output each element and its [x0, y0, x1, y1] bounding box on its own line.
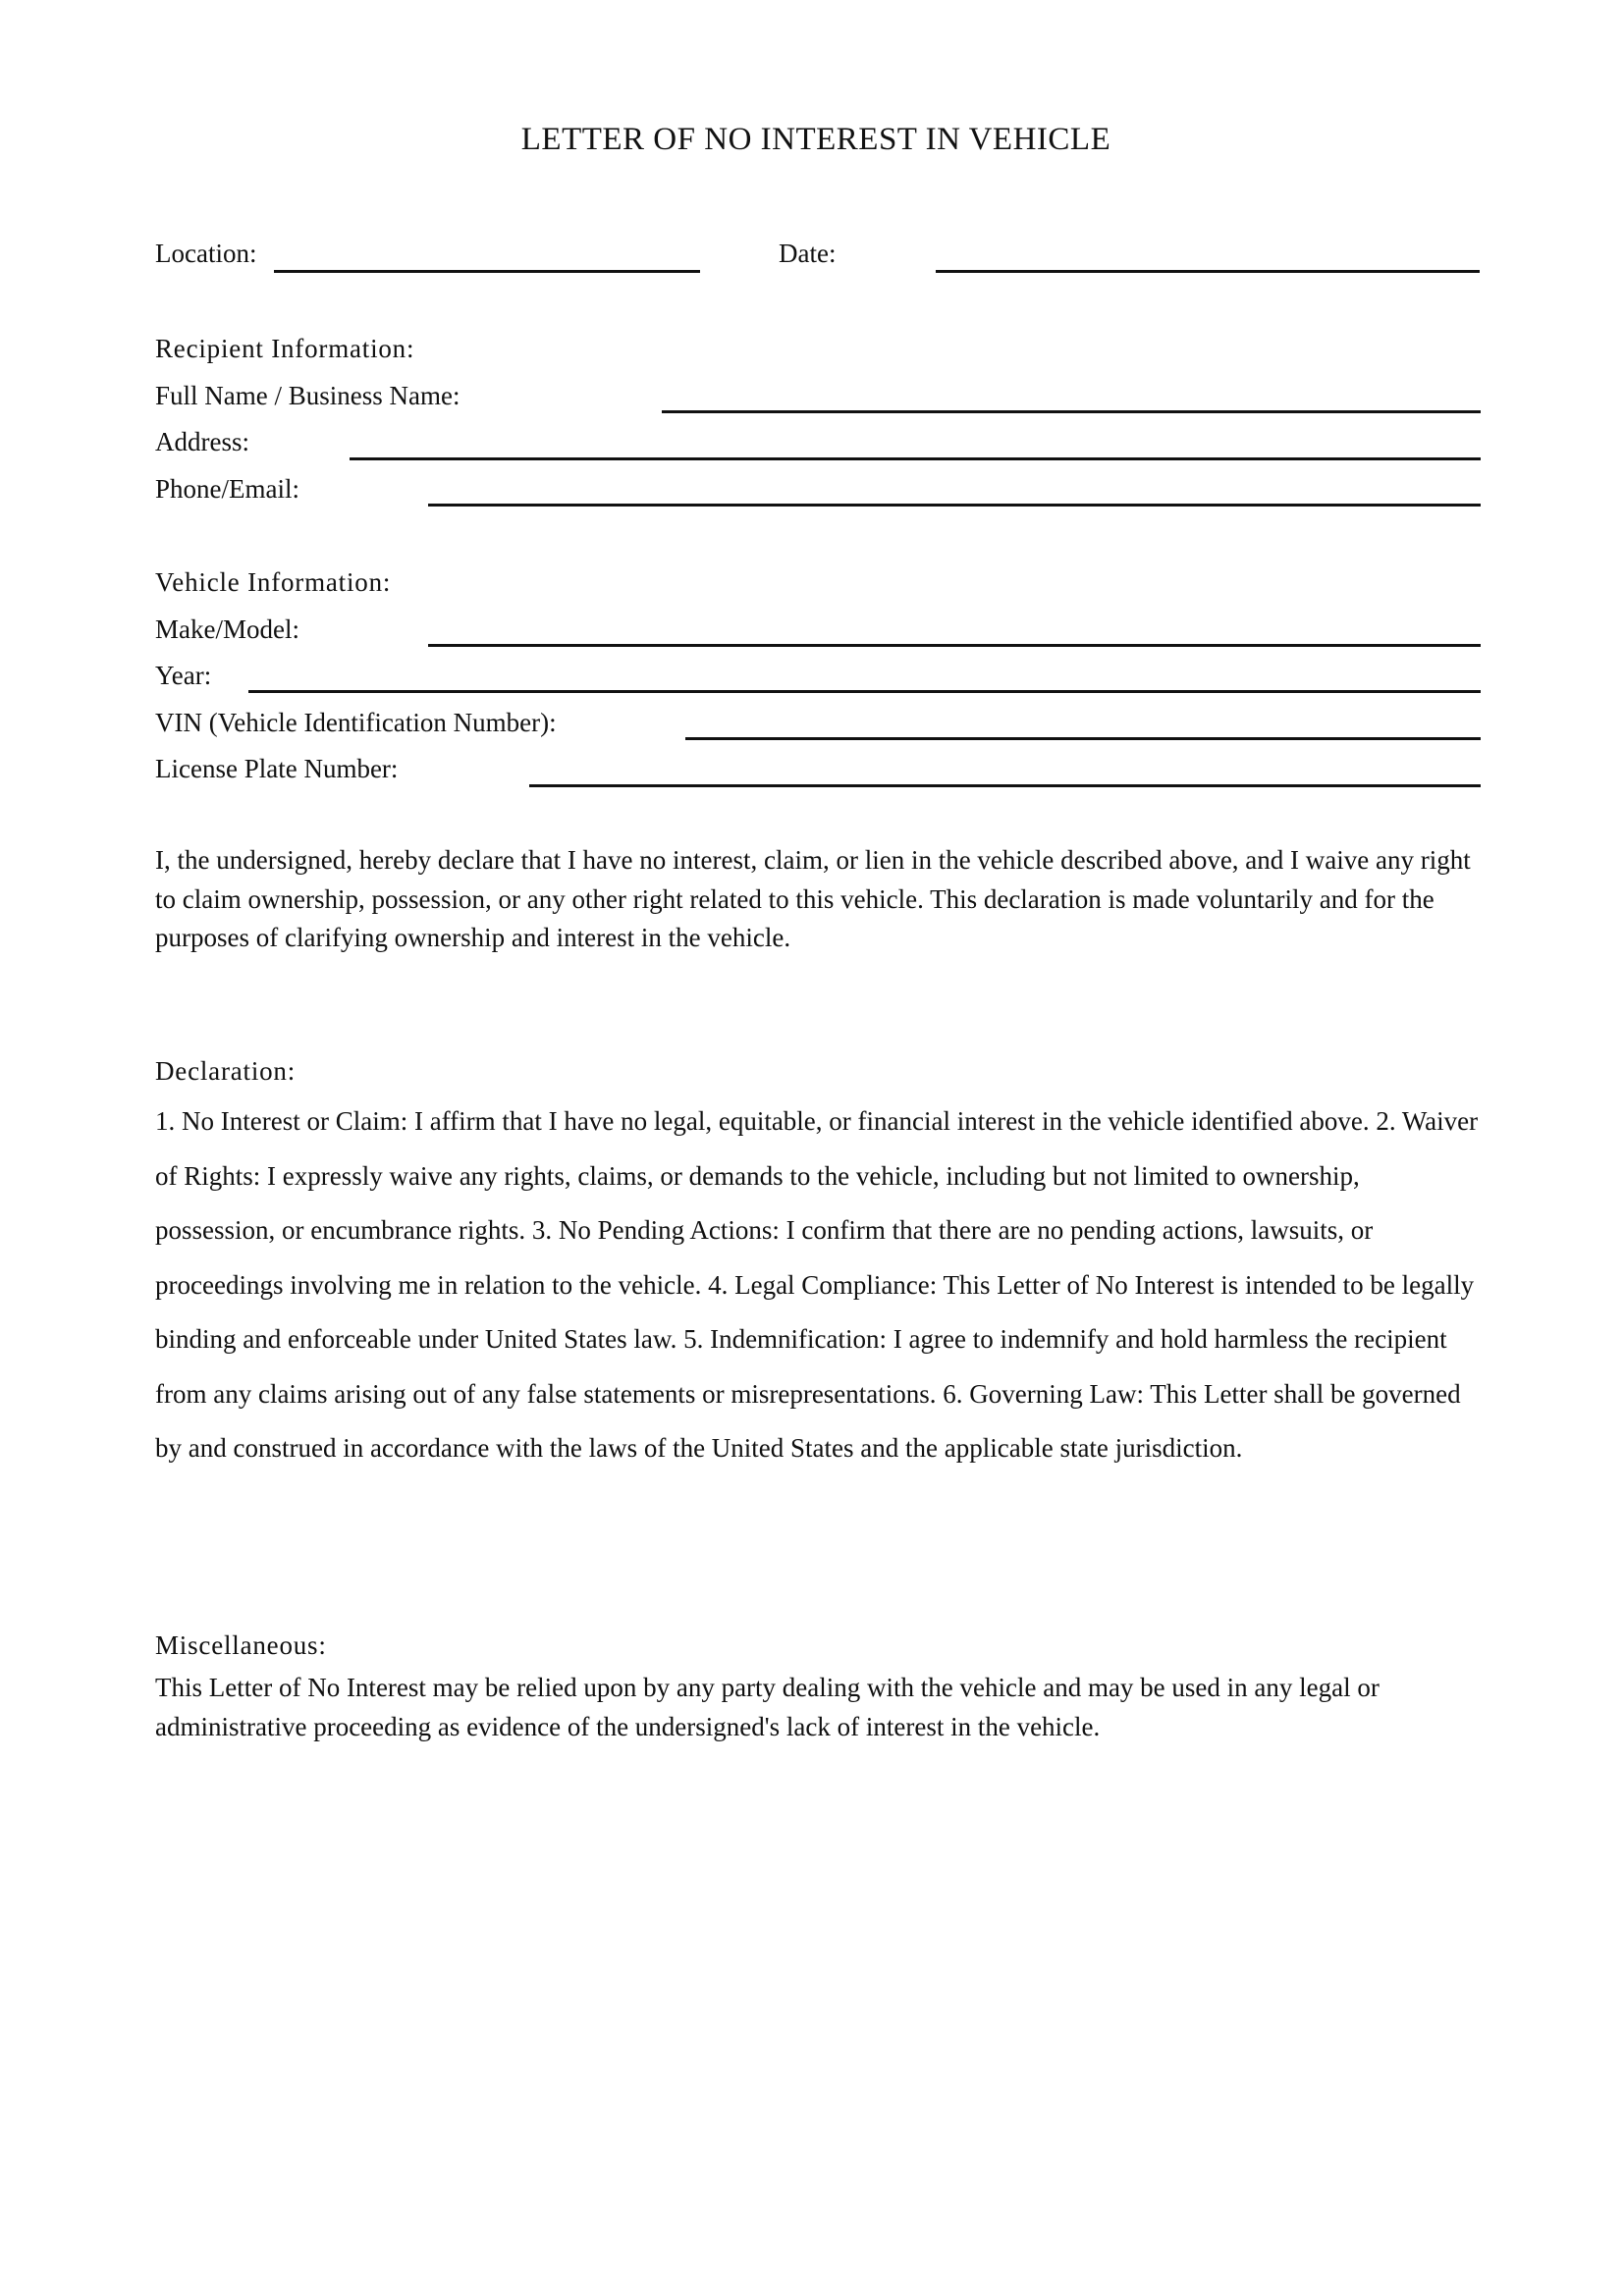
recipient-heading: Recipient Information:: [155, 334, 415, 363]
phone-email-field[interactable]: [428, 504, 1481, 507]
vin-label: VIN (Vehicle Identification Number):: [155, 708, 557, 737]
declaration-heading: Declaration:: [155, 1056, 297, 1086]
full-name-label: Full Name / Business Name:: [155, 381, 460, 410]
year-label: Year:: [155, 661, 212, 690]
address-label: Address:: [155, 427, 249, 456]
document-title: LETTER OF NO INTEREST IN VEHICLE: [520, 122, 1111, 157]
miscellaneous-heading: Miscellaneous:: [155, 1630, 327, 1660]
vehicle-heading: Vehicle Information:: [155, 567, 392, 597]
make-model-label: Make/Model:: [155, 614, 299, 644]
declaration-paragraph: 1. No Interest or Claim: I affirm that I have no legal, equitable, or financial interest in the vehicle identified above. 2. Waiver of Rights: I expressly waive any rights, claims, or demands to the vehicle, including but not limited to ownership, possession, or encumbrance rights. 3. No Pending Actions: I confirm that there are no pending actions, lawsuits, or proceedings involving me in relation to the vehicle. 4. Legal Compliance: This Letter of No Interest is intended to be legally binding and enforceable under United States law. 5. Indemnification: I agree to indemnify and hold harmless the recipient from any claims arising out of any false statements or misrepresentations. 6. Governing Law: This Letter shall be governed by and construed in accordance with the laws of the United States and the applicable state jurisdiction.: [155, 1106, 1479, 1463]
make-model-field[interactable]: [428, 644, 1481, 647]
vin-field[interactable]: [685, 737, 1481, 740]
location-field[interactable]: [274, 270, 700, 273]
date-label: Date:: [779, 239, 837, 268]
statement-paragraph: I, the undersigned, hereby declare that I have no interest, claim, or lien in the vehicle described above, and I waive any right to claim ownership, possession, or any other right related to this vehicle. This declaration is made voluntarily and for the purposes of clarifying ownership and interest in the vehicle.: [155, 845, 1471, 952]
year-field[interactable]: [248, 690, 1481, 693]
license-plate-label: License Plate Number:: [155, 754, 399, 783]
address-field[interactable]: [350, 457, 1481, 460]
miscellaneous-paragraph: This Letter of No Interest may be relied upon by any party dealing with the vehicle and may be used in any legal or administrative proceeding as evidence of the undersigned's lack of interest in the vehicle.: [155, 1673, 1380, 1741]
license-plate-field[interactable]: [529, 784, 1481, 787]
date-field[interactable]: [936, 270, 1480, 273]
full-name-field[interactable]: [662, 410, 1481, 413]
location-label: Location:: [155, 239, 257, 268]
phone-email-label: Phone/Email:: [155, 474, 299, 504]
